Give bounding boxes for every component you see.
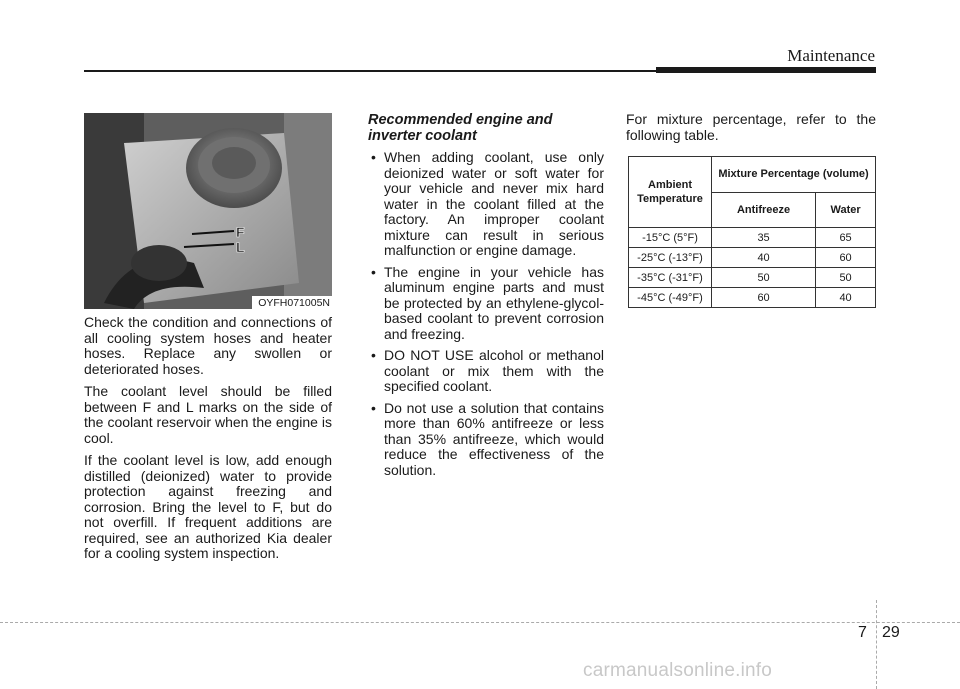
bullet-icon: • [371, 347, 376, 363]
header-antifreeze: Antifreeze [712, 192, 816, 228]
header-ambient-temperature: Ambient Temperature [629, 157, 712, 228]
watermark: carmanualsonline.info [583, 660, 773, 681]
cell-temperature: -35°C (-31°F) [629, 268, 712, 288]
engine-bay-illustration [84, 113, 332, 309]
list-item-text: Do not use a solution that contains more than 60% antifreeze or less than 35% antifreeze, which would reduce the effectiveness of the solution. [384, 399, 604, 478]
cell-temperature: -15°C (5°F) [629, 228, 712, 248]
bullet-icon: • [371, 263, 376, 280]
low-mark-label: L [236, 239, 245, 255]
bullet-icon: • [371, 149, 376, 165]
cell-water: 60 [816, 248, 876, 268]
paragraph: If the coolant level is low, add enough distilled (deionized) water to provide protection against freezing and corrosion. Bring the level to F, but do not overfill. If frequent additions are required, see an authorized Kia dealer for a cooling system inspection. [84, 452, 332, 561]
header-mixture-percentage: Mixture Percentage (volume) [712, 157, 876, 193]
list-item [368, 401, 604, 479]
cell-water: 65 [816, 228, 876, 248]
cell-antifreeze: 50 [712, 268, 816, 288]
paragraph: Check the condition and connections of all cooling system hoses and heater hoses. Replace any swollen or deteriorated hoses. [84, 314, 332, 377]
full-mark-label: F [236, 224, 245, 240]
bullet-icon: • [371, 399, 376, 416]
footer-crop-line-vertical [876, 600, 877, 689]
coolant-reservoir-photo [84, 113, 332, 309]
list-item [368, 348, 604, 395]
table-intro: For mixture percentage, refer to the following table. [626, 111, 876, 143]
cell-water: 40 [816, 288, 876, 308]
cell-antifreeze: 60 [712, 288, 816, 308]
left-column [84, 315, 332, 569]
chapter-number: 7 [858, 624, 867, 641]
cell-water: 50 [816, 268, 876, 288]
table-row [629, 268, 876, 288]
list-item-text: The engine in your vehicle has aluminum engine parts and must be protected by an ethylene-glycol-based coolant to prevent corrosion and freezing. [384, 263, 604, 342]
cell-antifreeze: 40 [712, 248, 816, 268]
header-rule-accent [656, 67, 876, 73]
table-row [629, 288, 876, 308]
photo-code: OYFH071005N [252, 296, 332, 309]
header-water: Water [816, 192, 876, 228]
section-header-title: Maintenance [787, 46, 875, 65]
table-row [629, 228, 876, 248]
bullet-list [368, 150, 604, 478]
section-title: Recommended engine and inverter coolant [368, 112, 553, 144]
coolant-mixture-table [628, 156, 876, 308]
cell-temperature: -45°C (-49°F) [629, 288, 712, 308]
footer-crop-line [0, 622, 960, 623]
cell-temperature: -25°C (-13°F) [629, 248, 712, 268]
middle-column [368, 112, 604, 484]
list-item-text: DO NOT USE alcohol or methanol coolant or mix them with the specified coolant. [384, 347, 604, 394]
list-item-text: When adding coolant, use only deionized water or soft water for your vehicle and never mix hard water in the coolant filled at the factory. An improper coolant mixture can result in serious malfunction or engine damage. [384, 149, 604, 258]
page-number: 29 [882, 624, 900, 641]
cell-antifreeze: 35 [712, 228, 816, 248]
table-row [629, 248, 876, 268]
paragraph: The coolant level should be filled between F and L marks on the side of the coolant reservoir when the engine is cool. [84, 383, 332, 446]
list-item [368, 150, 604, 259]
right-column [626, 112, 876, 150]
list-item [368, 265, 604, 343]
